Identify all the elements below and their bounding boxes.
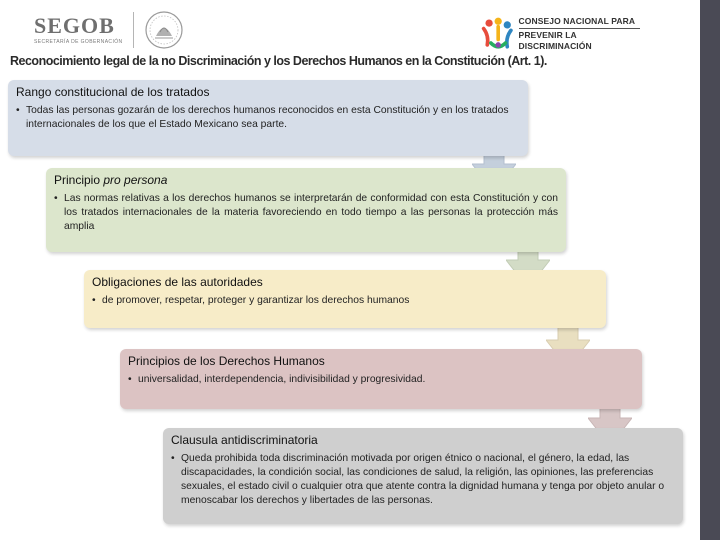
box-principios-derechos-humanos [120,349,642,409]
box-title: Principios de los Derechos Humanos [128,354,325,368]
bullet-symbol: • [128,374,132,385]
box-rango-constitucional [8,80,528,156]
national-seal-icon [144,10,184,50]
box-clausula-antidiscriminatoria [163,428,683,524]
bullet-symbol: • [54,193,58,204]
conapred-logo [480,14,640,54]
segob-name: SEGOB [34,13,115,38]
box-bullet [92,294,598,308]
box-principio-pro-persona [46,168,566,252]
conapred-figures-icon [480,14,515,54]
box-obligaciones-autoridades [84,270,606,328]
box-title: Rango constitucional de los tratados [16,85,210,99]
bullet-text: universalidad, interdependencia, indivisibilidad y progresividad. [138,374,426,385]
bullet-symbol: • [92,295,96,306]
conapred-rule [519,28,640,29]
box-title: Clausula antidiscriminatoria [171,433,318,447]
box-title [54,173,558,188]
segob-wordmark [34,15,123,45]
box-title: Obligaciones de las autoridades [92,275,263,289]
bullet-symbol: • [171,453,175,464]
conapred-line-1: CONSEJO NACIONAL PARA [518,16,636,26]
box-bullet [171,452,675,508]
bullet-text: Las normas relativas a los derechos humanos se interpretarán de conformidad con esta Constitución y con los tratados internacionales de la materia favoreciendo en todo tiempo a las personas la protección más amplia [64,193,558,232]
segob-logo [34,10,184,50]
bullet-text: Todas las personas gozarán de los derechos humanos reconocidos en esta Constitución y en los tratados internacionales de los que el Estado Mexicano sea parte. [26,105,509,130]
box-title-emphasis: pro persona [103,173,168,187]
box-title-prefix: Principio [54,173,104,187]
box-bullet [128,373,634,387]
side-strip [700,0,720,540]
logo-divider [133,12,134,48]
conapred-line-2: PREVENIR LA DISCRIMINACIÓN [518,30,592,51]
bullet-text: Queda prohibida toda discriminación motivada por origen étnico o nacional, el género, la edad, las discapacidades, la condición social, las condiciones de salud, la religión, las opiniones, las preferencias sexuales, el estado civil o cualquier otra que atente contra la dignidad humana y tenga por objeto anular o menoscabar los derechos y libertades de las personas. [181,453,665,506]
page-title: Reconocimiento legal de la no Discriminación y los Derechos Humanos en la Constitución (Art. 1). [10,54,547,68]
box-bullet [16,104,520,132]
conapred-wordmark [519,16,640,52]
segob-subtitle: SECRETARÍA DE GOBERNACIÓN [34,39,123,45]
bullet-symbol: • [16,105,20,116]
bullet-text: de promover, respetar, proteger y garantizar los derechos humanos [102,295,410,306]
box-bullet [54,192,558,234]
